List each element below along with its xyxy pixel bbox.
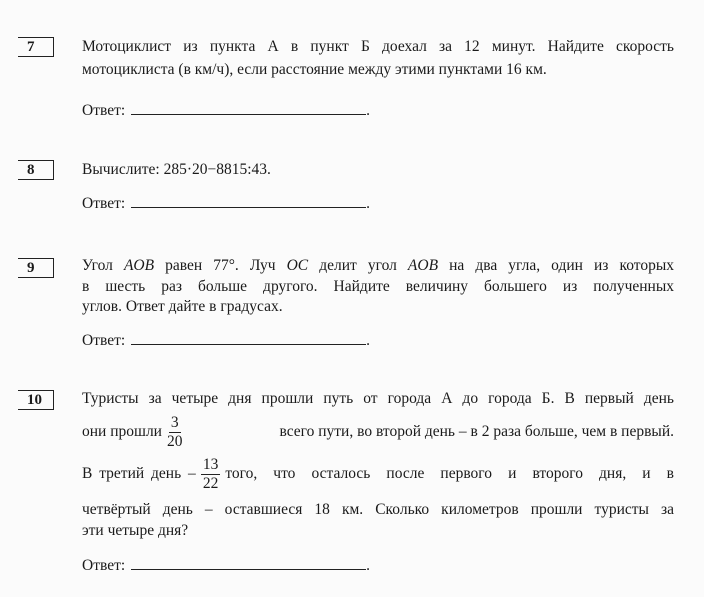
fraction (201, 456, 221, 492)
numerator: 13 (202, 456, 219, 473)
text: всего пути, во второй день – в 2 раза больше, чем в первый. (279, 423, 674, 440)
task-7-text-line: мотоциклиста (в км/ч), если расстояние между этими пунктами 16 км. (82, 61, 547, 78)
task-number-8: 8 (18, 160, 54, 180)
answer-blank[interactable] (131, 555, 366, 570)
fraction (167, 414, 183, 450)
text: того, что осталось после первого и второго дня, и в (225, 465, 674, 482)
numerator: 3 (170, 414, 179, 431)
answer-end: . (366, 102, 371, 119)
text: В третий день – (82, 465, 196, 482)
ray-name: OC (286, 257, 309, 274)
answer-blank[interactable] (131, 330, 366, 345)
answer-blank[interactable] (131, 100, 366, 115)
task-9-text-line (82, 256, 674, 276)
answer-end: . (366, 332, 371, 349)
text: делит угол (308, 257, 408, 274)
task-number-10: 10 (18, 390, 54, 410)
task-number-7: 7 (18, 37, 54, 57)
task-10-text-line: четвёртый день – оставшиеся 18 км. Сколько километров прошли туристы за (82, 501, 674, 518)
answer-label: Ответ: (82, 195, 126, 212)
answer-end: . (366, 557, 371, 574)
denominator: 20 (166, 433, 183, 450)
task-7-text-line: Мотоциклист из пункта А в пункт Б доехал за 12 минут. Найдите скорость (82, 38, 674, 55)
task-number-9: 9 (18, 258, 54, 278)
task-10-answer[interactable] (82, 555, 370, 576)
task-7-answer[interactable] (82, 100, 370, 121)
task-10-text-line: эти четыре дня? (82, 522, 189, 539)
task-10-text-line (82, 456, 674, 492)
task-10-text-line: Туристы за четыре дня прошли путь от города А до города Б. В первый день (82, 390, 674, 407)
answer-label: Ответ: (82, 557, 126, 574)
answer-end: . (366, 195, 371, 212)
answer-label: Ответ: (82, 332, 126, 349)
text: они прошли (82, 423, 162, 440)
task-10-text-line (82, 414, 674, 450)
denominator: 22 (202, 475, 219, 492)
answer-label: Ответ: (82, 102, 126, 119)
answer-blank[interactable] (131, 193, 366, 208)
task-8-text-line: Вычислите: 285·20−8815:43. (82, 161, 271, 178)
text: Угол (82, 257, 124, 274)
task-9-answer[interactable] (82, 330, 370, 351)
task-8-answer[interactable] (82, 193, 370, 214)
task-9-text-line: углов. Ответ дайте в градусах. (82, 298, 283, 315)
text: равен 77°. Луч (154, 257, 287, 274)
task-9-text-line: в шесть раз больше другого. Найдите величину большего из полученных (82, 278, 674, 295)
angle-name: AOB (407, 257, 439, 274)
angle-name: AOB (123, 257, 155, 274)
text: на два угла, один из которых (438, 257, 675, 274)
